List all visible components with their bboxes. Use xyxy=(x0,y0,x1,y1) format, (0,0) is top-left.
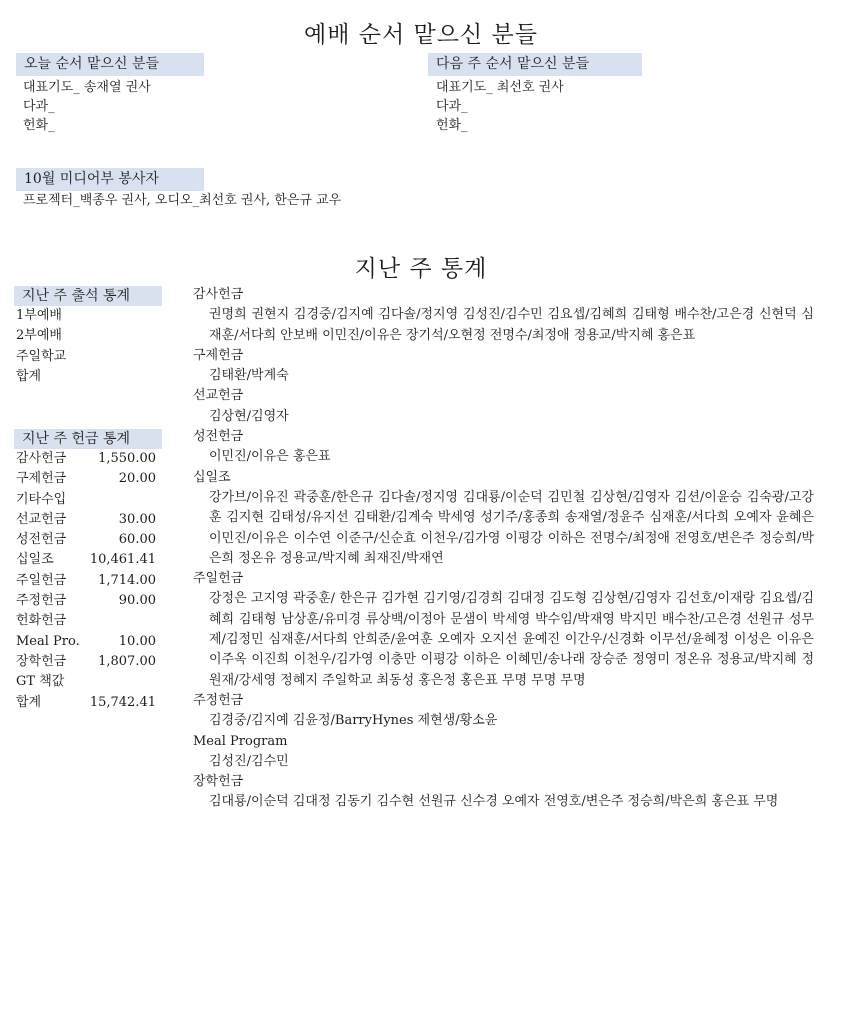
offering-label: 기타수입 xyxy=(16,491,67,507)
offering-row xyxy=(16,530,156,550)
attendance-header: 지난 주 출석 통계 xyxy=(14,286,162,306)
attendance-row xyxy=(16,306,156,326)
offering-label: 장학헌금 xyxy=(16,653,67,669)
category-names: 김경중/김지예 김윤정/BarryHynes 제현생/황소윤 xyxy=(209,713,498,729)
today-line: 대표기도_ 송재열 권사 xyxy=(23,80,151,95)
category-heading: Meal Program xyxy=(193,733,288,749)
media-text: 프로젝터_백종우 권사, 오디오_최선호 권사, 한은규 교우 xyxy=(23,193,342,208)
category-block xyxy=(193,772,814,813)
offering-label: 감사헌금 xyxy=(16,451,67,466)
today-line: 헌화_ xyxy=(23,118,55,133)
offering-total-row xyxy=(16,693,156,713)
offering-value: 30.00 xyxy=(118,511,156,527)
offering-value: 1,550.00 xyxy=(98,451,156,466)
category-heading: 성전헌금 xyxy=(193,429,244,445)
offering-row xyxy=(16,611,156,631)
offering-value: 1,807.00 xyxy=(98,653,156,669)
offering-row xyxy=(16,449,156,469)
offering-label: 합계 xyxy=(16,694,42,710)
today-line: 다과_ xyxy=(23,99,55,114)
offering-label: 주일헌금 xyxy=(16,572,67,588)
offering-row xyxy=(16,632,156,652)
offering-row xyxy=(16,490,156,510)
stats-title: 지난 주 통계 xyxy=(354,256,488,282)
page-title: 예배 순서 맡으신 분들 xyxy=(304,22,538,48)
category-names: 강정은 고지영 곽중훈/ 한은규 김가현 김기영/김경희 김대정 김도형 김상현/김영자 김선호/이재랑 김요셉/김혜희 김태형 남상훈/유미경 류상백/이정아 문샘이 박세영 박수임/박재영 박지민 배수찬/고은경 선원규 성무제/김정민 심재훈/서다희 안희준/윤여훈 오예자 오지선 윤예진 이간우/신경화 이무선/윤혜정 이성은 이유은 이주옥 이진희 이천우/김가영 이충만 이평강 이하은 이혜민/송나래 장승준 정영미 정온유 정용교/박지혜 정원재/강세영 정혜지 주일학교 최동성 홍은정 홍은표 무명 무명 무명 xyxy=(209,591,814,688)
category-heading: 주일헌금 xyxy=(193,571,244,587)
offering-table xyxy=(16,449,156,713)
category-names: 강가브/이유진 곽중훈/한은규 김다솔/정지영 김대룡/이순덕 김민철 김상현/김영자 김션/이윤승 김숙광/고강훈 김지현 김태성/유지선 김태환/김계숙 박세영 성기주/홍종희 송재열/정윤주 심재훈/서다희 오예자 윤혜은 이민진/이유은 이수연 이준구/신순효 이천우/김가영 이평강 이하은 전명수/최정애 전영호/변은주 정승희/박은희 정온유 정용교/박지혜 최재진/박재연 xyxy=(209,489,814,566)
category-names: 권명희 권현지 김경중/김지예 김다솔/정지영 김성진/김수민 김요셉/김혜희 김태형 배수찬/고은경 신현덕 심재훈/서다희 안보배 이민진/이유은 장기석/오현정 전명수/최정애 정용교/박지혜 홍은표 xyxy=(209,307,814,343)
media-header: 10월 미디어부 봉사자 xyxy=(16,168,204,191)
offering-label: 성전헌금 xyxy=(16,532,67,548)
offering-label: 주정헌금 xyxy=(16,593,67,609)
offering-row xyxy=(16,571,156,591)
next-week-line: 다과_ xyxy=(436,99,468,114)
offering-label: 선교헌금 xyxy=(16,511,67,527)
offering-value: 15,742.41 xyxy=(89,694,156,710)
offering-row xyxy=(16,672,156,692)
category-block xyxy=(193,427,814,468)
offering-row xyxy=(16,469,156,489)
attendance-label: 2부예배 xyxy=(16,328,62,344)
category-block xyxy=(193,285,814,346)
offering-row xyxy=(16,652,156,672)
category-block xyxy=(193,732,814,773)
category-names: 김상현/김영자 xyxy=(209,408,289,424)
category-heading: 장학헌금 xyxy=(193,774,244,790)
category-block xyxy=(193,386,814,427)
attendance-label: 주일학교 xyxy=(16,348,67,364)
offering-row xyxy=(16,550,156,570)
offering-value: 10,461.41 xyxy=(89,552,156,568)
category-heading: 선교헌금 xyxy=(193,388,244,404)
category-block xyxy=(193,346,814,387)
offering-label: 십일조 xyxy=(16,552,54,568)
offering-value: 10.00 xyxy=(118,633,156,649)
today-header: 오늘 순서 맡으신 분들 xyxy=(16,53,204,76)
attendance-label: 1부예배 xyxy=(16,308,62,323)
offering-header: 지난 주 헌금 통계 xyxy=(14,429,162,449)
attendance-row xyxy=(16,326,156,346)
next-week-line: 대표기도_ 최선호 권사 xyxy=(436,80,564,95)
offering-label: Meal Pro. xyxy=(16,633,80,649)
category-names: 김대룡/이순덕 김대정 김동기 김수현 선원규 신수경 오예자 전영호/변은주 정승희/박은희 홍은표 무명 xyxy=(209,794,779,810)
donor-list xyxy=(193,285,814,813)
next-week-header: 다음 주 순서 맡으신 분들 xyxy=(428,53,642,76)
offering-value: 20.00 xyxy=(118,471,156,487)
offering-row xyxy=(16,510,156,530)
offering-value: 60.00 xyxy=(118,532,156,548)
today-lines xyxy=(23,78,151,135)
category-heading: 주정헌금 xyxy=(193,692,244,708)
category-block xyxy=(193,468,814,569)
category-heading: 구제헌금 xyxy=(193,347,244,363)
attendance-table xyxy=(16,306,156,387)
next-week-lines xyxy=(436,78,564,135)
offering-label: 헌화헌금 xyxy=(16,613,67,629)
category-names: 김성진/김수민 xyxy=(209,753,289,769)
category-names: 이민진/이유은 홍은표 xyxy=(209,449,331,465)
category-names: 김태환/박계숙 xyxy=(209,368,289,384)
category-block xyxy=(193,691,814,732)
offering-label: GT 책값 xyxy=(16,674,65,690)
offering-label: 구제헌금 xyxy=(16,471,67,487)
category-heading: 감사헌금 xyxy=(193,287,244,302)
category-heading: 십일조 xyxy=(193,469,231,485)
offering-value: 90.00 xyxy=(118,593,156,609)
attendance-label: 합계 xyxy=(16,368,42,384)
attendance-row xyxy=(16,367,156,387)
offering-value: 1,714.00 xyxy=(98,572,156,588)
attendance-row xyxy=(16,347,156,367)
offering-row xyxy=(16,591,156,611)
next-week-line: 헌화_ xyxy=(436,118,468,133)
category-block xyxy=(193,569,814,691)
